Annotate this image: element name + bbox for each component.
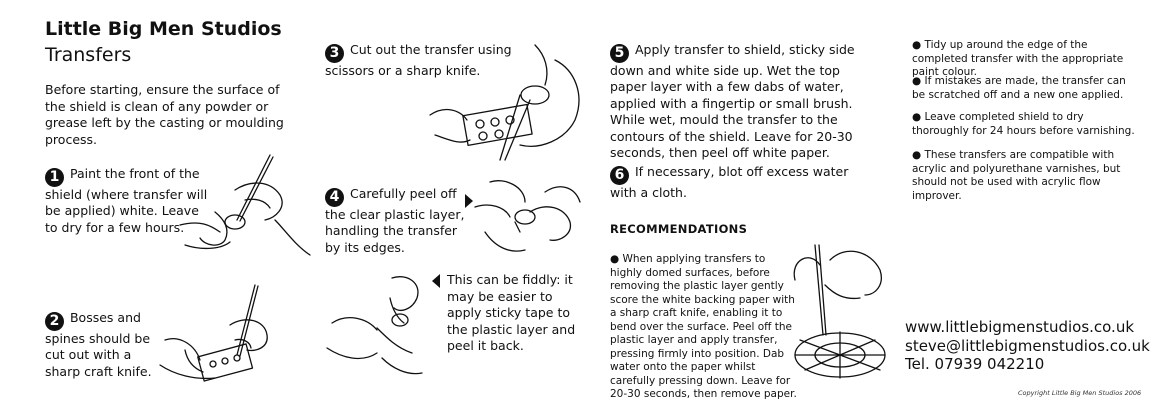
step-text: Cut out the transfer using scissors or a sharp knife. [325, 42, 512, 78]
step-number-badge: 3 [325, 44, 344, 63]
sticky-tape-illustration [322, 268, 442, 383]
tip-item: ● These transfers are compatible with acrylic and polyurethane varnishes, but should not be used with acrylic flow improver. [912, 149, 1121, 202]
step-text: Carefully peel off the clear plastic layer, handling the transfer by its edges. [325, 186, 465, 255]
bullet-icon: ● [912, 39, 922, 51]
hand-painting-illustration [175, 150, 315, 260]
contact-block [905, 318, 1150, 374]
step-6 [610, 164, 855, 201]
step-text: Bosses and spines should be cut out with a sharp craft knife. [45, 310, 152, 379]
scissors-illustration [425, 40, 590, 165]
step-2 [45, 310, 165, 380]
bullet-icon: ● [912, 75, 922, 87]
tip-item: ● If mistakes are made, the transfer can be scratched off and a new one applied. [912, 75, 1126, 101]
step-4 [325, 186, 465, 256]
tip-item: ● Leave completed shield to dry thoroughly for 24 hours before varnishing. [912, 111, 1135, 137]
step-text: Paint the front of the shield (where transfer will be applied) white. Leave to dry for a few hours. [45, 166, 208, 235]
step-number-badge: 1 [45, 168, 64, 187]
step-text: If necessary, blot off excess water with a cloth. [610, 164, 849, 200]
scoring-shield-illustration [785, 240, 900, 390]
copyright-text: Copyright Little Big Men Studios 2006 [1018, 389, 1142, 397]
page-subtitle: Transfers [45, 44, 132, 66]
brand-title: Little Big Men Studios [45, 18, 282, 40]
step-text: Apply transfer to shield, sticky side down and white side up. Wet the top paper layer with a few dabs of water, applied with a fingertip or small brush. While wet, mould the transfer to the contours of the shield. Leave for 20-30 seconds, then peel off white paper. [610, 42, 855, 161]
hand-cutting-illustration [155, 280, 290, 390]
step-number-badge: 6 [610, 166, 629, 185]
email-link[interactable]: steve@littlebigmenstudios.co.uk [905, 336, 1150, 355]
step-number-badge: 4 [325, 188, 344, 207]
recommendations-heading: RECOMMENDATIONS [610, 222, 748, 236]
step-5 [610, 42, 875, 162]
bullet-icon: ● [912, 111, 922, 123]
bullet-icon: ● [610, 253, 620, 265]
step-number-badge: 2 [45, 312, 64, 331]
phone-number: Tel. 07939 042210 [905, 355, 1045, 373]
tip-item: ● Tidy up around the edge of the completed transfer with the appropriate paint colour. [912, 39, 1124, 78]
website-link[interactable]: www.littlebigmenstudios.co.uk [905, 318, 1135, 336]
intro-text: Before starting, ensure the surface of the shield is clean of any powder or grease left by the casting or moulding process. [45, 82, 284, 147]
step-number-badge: 5 [610, 44, 629, 63]
recommendations-body: ● When applying transfers to highly domed surfaces, before removing the plastic layer gently score the white backing paper with a sharp craft knife, enabling it to bend over the surface. Peel off the plastic layer and apply transfer, pressing firmly into position. Dab water onto the paper whilst carefully pressing down. Leave for 20-30 seconds, then remove paper. [610, 253, 797, 400]
fiddly-note: This can be fiddly: it may be easier to apply sticky tape to the plastic layer and peel it back. [447, 272, 576, 353]
bullet-icon: ● [912, 149, 922, 161]
peeling-illustration [470, 172, 585, 262]
